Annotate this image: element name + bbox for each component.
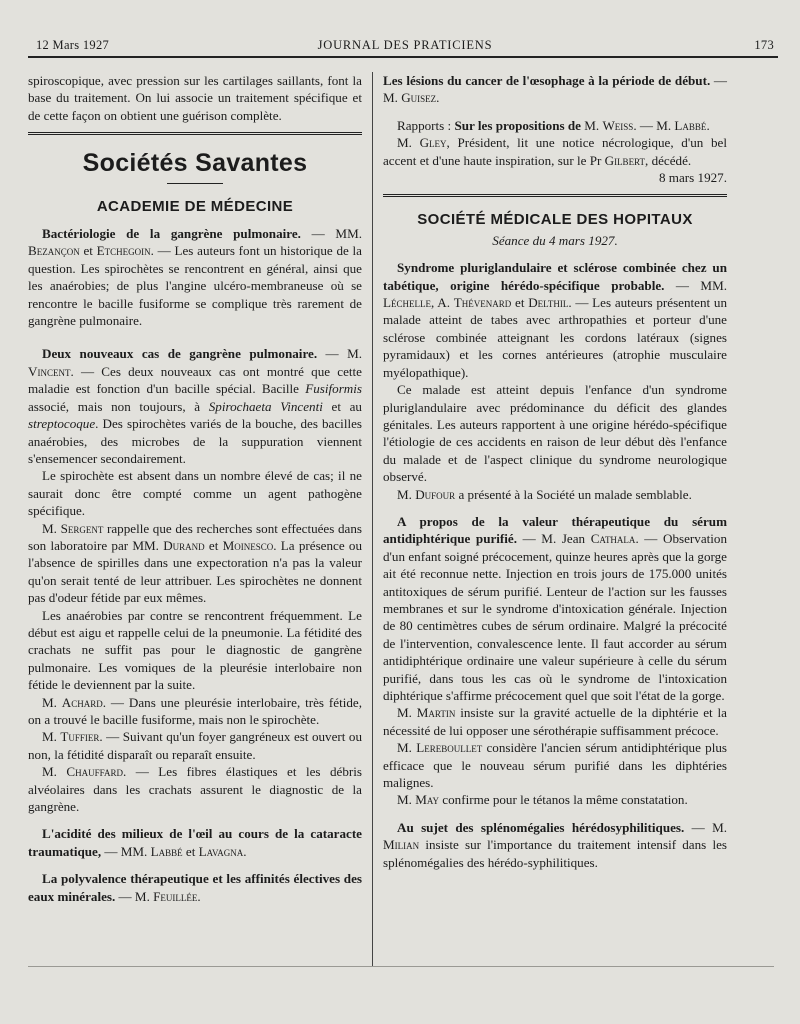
author-name: Sergent xyxy=(60,520,104,536)
author-name: Bezançon xyxy=(28,243,80,259)
article-title: Sur les propositions de xyxy=(454,117,581,133)
author-name: Etchegoin xyxy=(96,243,151,259)
lereboullet-paragraph: M. Lereboullet considère l'ancien sérum antidiphtérique plus efficace que le nouveau sérum purifié dans les diphtéries malignes. xyxy=(383,740,727,791)
may-paragraph: M. May confirme pour le tétanos la même constatation. xyxy=(397,792,688,808)
article-title: La polyvalence thérapeutique et les affinités électives des eaux minérales. xyxy=(28,871,362,904)
author-name: Achard xyxy=(61,694,103,710)
header-rule xyxy=(28,56,778,58)
title-underline xyxy=(167,183,223,184)
dufour-paragraph: M. Dufour a présenté à la Société un malade semblable. xyxy=(397,486,692,502)
carry-over-paragraph: spiroscopique, avec pression sur les cartilages saillants, font la base du traitement. On lui associe un traitement spécifique et de cette façon on obtient une guérison complète. xyxy=(28,73,362,123)
page-number: 173 xyxy=(754,38,774,52)
gley-paragraph: M. Gley, Président, lit une notice nécrologique, d'un bel accent et d'une haute inspiration, sur le Pr Gilbert, décédé. 8 mars 1927. xyxy=(383,135,727,186)
author-name: Gley xyxy=(419,135,447,151)
societe-heading: SOCIÉTÉ MÉDICALE DES HOPITAUX xyxy=(417,211,693,229)
author-name: Lereboullet xyxy=(416,740,483,756)
author-name: Delthil xyxy=(528,295,569,311)
session-date: Séance du 4 mars 1927. xyxy=(492,232,618,248)
author-name: Moinesco xyxy=(222,537,274,553)
paragraph: Les anaérobies par contre se rencontrent fréquemment. Le début est aigu et rappelle celui de la pneumonie. La fétidité des crachats ne suffit pas pour le diagnostic de gangrène pulmonaire. Les vomiques de la pleurésie interlobaire non fétide le deviennent par la suite. xyxy=(28,607,362,693)
article-title: Deux nouveaux cas de gangrène pulmonaire. xyxy=(42,346,318,362)
article-acidite: L'acidité des milieux de l'œil au cours de la cataracte traumatique, — MM. Labbé et Lavagna. xyxy=(28,826,362,859)
author-name: Lavagna xyxy=(198,843,244,859)
chauffard-paragraph: M. Chauffard. — Les fibres élastiques et les débris alvéolaires dans les crachats assurent le diagnostic de la gangrène. xyxy=(28,764,362,815)
running-header xyxy=(36,38,774,54)
article-title: A propos de la valeur thérapeutique du sérum antidiphtérique purifié. xyxy=(383,513,727,547)
article-title: Les lésions du cancer de l'œsophage à la période de début. xyxy=(383,73,711,88)
article-syndrome: Syndrome pluriglandulaire et sclérose combinée chez un tabétique, origine hérédo-spécifique probable. — MM. Léchelle, A. Thévenard et Delthil. — Les auteurs présentent un malade atteint de tabes avec arthropathies et porteur d'une sclérose combinée atteignant les cordons latéraux (signes pyramidaux) et les cornes antérieures (atrophie musculaire myélopathique). xyxy=(383,260,728,380)
right-column xyxy=(383,72,727,871)
footer-rule xyxy=(28,966,774,967)
author-name: Vincent xyxy=(28,363,71,379)
academy-heading: ACADEMIE DE MÉDECINE xyxy=(96,197,294,215)
author-name: Dufour xyxy=(415,486,456,502)
author-name: Durand xyxy=(163,537,205,553)
author-name: Thévenard xyxy=(453,295,512,311)
article-title: L'acidité des milieux de l'œil au cours de la cataracte traumatique, xyxy=(28,826,362,859)
article-serum: A propos de la valeur thérapeutique du sérum antidiphtérique purifié. — M. Jean Cathala. — Observation d'un enfant soigné précocement, quinze heures après que la gorge ait été reconnue nette. Injection en trois jours de 175.000 unités antitoxiques de sérum purifié. Lenteur de l'action sur les fausses membranes et sur le syndrome d'intoxication générale. Injection de 80 centimètres cubes de sérum ordinaire. Malgré la précocité de l'intervention, convalescence lente. Il faut accorder au sérum antidiphtérique ordinaire une valeur supérieure à celle du sérum purifié, dans tous les cas où le syndrome de l'intoxication diphtérique s'affirme précocement quel que soit l'état de la gorge. xyxy=(383,513,728,703)
issue-date: 12 Mars 1927 xyxy=(36,38,110,52)
section-rule xyxy=(28,132,362,135)
achard-paragraph: M. Achard. — Dans une pleurésie interlobaire, très fétide, on a trouvé le bacille fusiforme, mais non le spirochète. xyxy=(28,694,362,727)
section-title: Sociétés Savantes xyxy=(82,149,308,178)
author-name: Guisez xyxy=(401,90,437,106)
paragraph: Le spirochète est absent dans un nombre élevé de cas; il ne saurait donc être compté comme un agent pathogène spécifique. xyxy=(28,468,362,519)
article-gangrene: Bactériologie de la gangrène pulmonaire. — MM. Bezançon et Etchegoin. — Les auteurs font un historique de la question. Les spirochètes se rencontrent en général, ainsi que les anaérobies; de plus l'angine ulcéro-membraneuse où se rencontre le bacille fusiforme se complique très rarement de gangrène pulmonaire. xyxy=(28,226,362,329)
author-name: Labbé xyxy=(674,117,707,133)
left-column xyxy=(28,72,362,905)
article-title: Bactériologie de la gangrène pulmonaire. xyxy=(42,226,301,242)
author-name: Cathala xyxy=(590,531,636,547)
tuffier-paragraph: M. Tuffier. — Suivant qu'un foyer gangréneux est ouvert ou non, la fétidité disparaît ou reparaît ensuite. xyxy=(28,729,362,762)
author-name: Léchelle xyxy=(383,295,431,311)
article-title: Syndrome pluriglandulaire et sclérose combinée chez un tabétique, origine hérédo-spécifique probable. xyxy=(383,260,727,293)
section-rule xyxy=(383,194,727,197)
author-name: Tuffier xyxy=(60,729,100,745)
paragraph: Ce malade est atteint depuis l'enfance d'un syndrome pluriglandulaire avec prédominance du déficit des glandes génitales. Les auteurs rapportent à une origine hérédo-spécifique l'étiologie de ces accidents en raison de leur début dès l'enfance du malade et de l'aspect clinique du syndrome neurologique observé. xyxy=(383,382,727,485)
journal-title: JOURNAL DES PRATICIENS xyxy=(317,38,493,52)
column-divider xyxy=(372,72,373,966)
notice-date: 8 mars 1927. xyxy=(658,170,727,186)
author-name: Labbé xyxy=(150,843,183,859)
rapports-paragraph: Rapports : Sur les propositions de M. Weiss. — M. Labbé. xyxy=(397,117,710,133)
author-name: Gilbert xyxy=(604,152,646,168)
article-nouveaux-cas: Deux nouveaux cas de gangrène pulmonaire. — M. Vincent. — Ces deux nouveaux cas ont montré que cette maladie est fonction d'un bacille spécial. Bacille Fusiformis associé, mais non toujours, à Spirochaeta Vincenti et au streptocoque. Des spirochètes variés de la bouche, des bacilles anaérobies, des microbes de la suppuration viennent s'ensemencer secondairement. xyxy=(28,346,362,466)
article-polyvalence: La polyvalence thérapeutique et les affinités électives des eaux minérales. — M. Feuillée. xyxy=(28,871,362,904)
sergent-paragraph: M. Sergent rappelle que des recherches sont effectuées dans son laboratoire par MM. Durand et Moinesco. La présence ou l'absence de spirilles dans une expectoration n'a pas la valeur qu'on serait tenté de leur attribuer. Les spirochètes ne donnent pas d'odeur fétide par eux mêmes. xyxy=(28,520,362,606)
article-title: Au sujet des splénomégalies hérédosyphilitiques. xyxy=(397,819,685,835)
author-name: Milian xyxy=(383,837,420,853)
author-name: Feuillée xyxy=(153,888,198,904)
article-splenomegalies: Au sujet des splénomégalies hérédosyphilitiques. — M. Milian insiste sur l'importance du traitement intensif dans les splénomégalies des hérédo-syphilitiques. xyxy=(383,819,727,870)
article-cancer: Les lésions du cancer de l'œsophage à la période de début. — M. Guisez. xyxy=(383,73,727,106)
author-name: Chauffard xyxy=(66,764,123,780)
author-name: Martin xyxy=(416,705,456,721)
author-name: Weiss xyxy=(602,117,634,133)
author-name: May xyxy=(415,792,440,808)
martin-paragraph: M. Martin insiste sur la gravité actuelle de la diphtérie et la nécessité de lui opposer une sérothérapie suffisamment précoce. xyxy=(383,705,727,738)
